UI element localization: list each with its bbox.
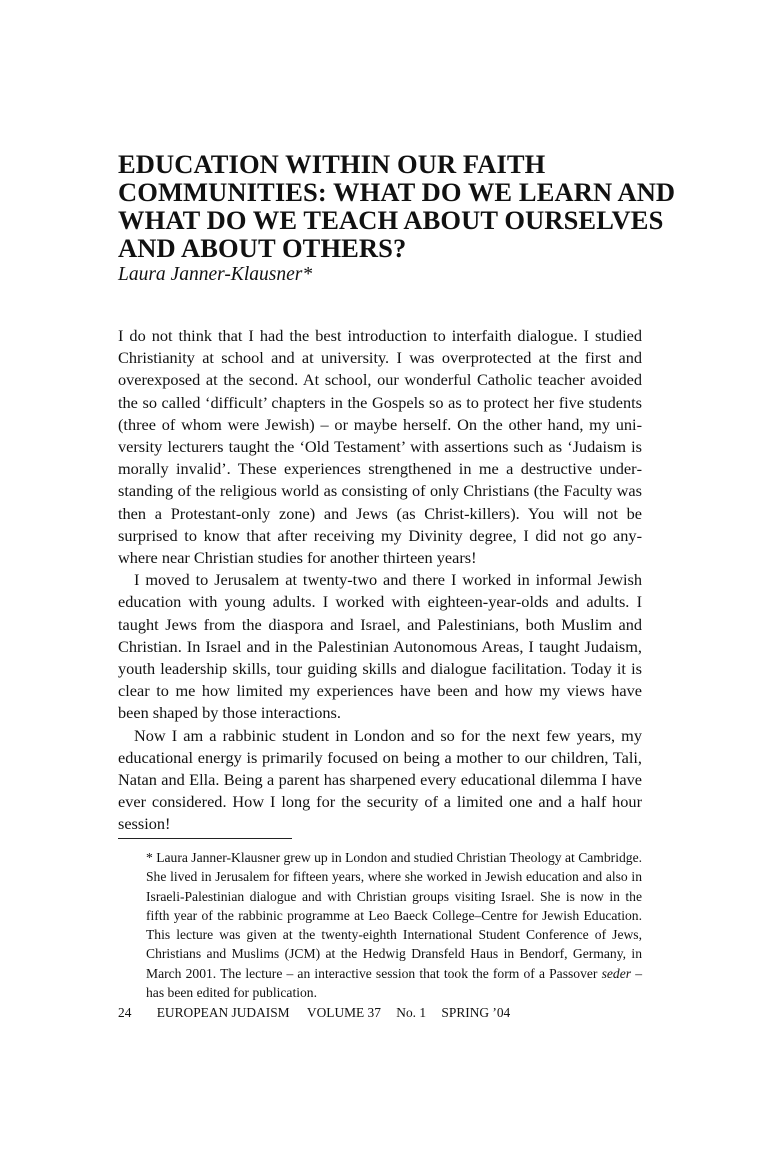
footnote-divider (118, 838, 292, 839)
article-body (118, 325, 642, 836)
title-line: COMMUNITIES: WHAT DO WE LEARN AND (118, 177, 676, 207)
page-footer (118, 1004, 510, 1022)
footnote-text-part: – has been edited for publication. (146, 965, 642, 1001)
title-line: AND ABOUT OTHERS? (118, 233, 407, 263)
footnote-italic-term: seder (601, 965, 632, 981)
footnote-text-part: * Laura Janner-Klausner grew up in London and studied Christian Theology at Cambridge. She lived in Jerusalem for fifteen years, where she worked in Jewish education and also in Israeli-Palestinian dialogue and with Christian groups visiting Israel. She is now in the fifth year of the rabbinic programme at Leo Baeck College–Centre for Jewish Education. This lecture was given at the twenty-eighth International Student Conference of Jews, Christians and Muslims (JCM) at the Hedwig Dransfeld Haus in Bendorf, Germany, in March 2001. The lecture – an interactive session that took the form of a Passover (146, 850, 642, 981)
footnote-text (146, 848, 642, 1002)
author-footnote (146, 848, 642, 1002)
article-title (118, 149, 676, 263)
journal-name: EUROPEAN JUDAISM (156, 1005, 290, 1020)
journal-issue: No. 1 (396, 1005, 427, 1020)
body-paragraph: Now I am a rabbinic student in London and so for the next few years, my educational energy is primarily focused on being a mother to our children, Tali, Natan and Ella. Being a parent has sharpened every educational dilemma I have ever considered. How I long for the security of a limited one and a half hour session! (118, 725, 642, 834)
page-number: 24 (118, 1005, 132, 1020)
journal-season: SPRING ’04 (441, 1005, 511, 1020)
title-line: WHAT DO WE TEACH ABOUT OURSELVES (118, 205, 664, 235)
title-line: EDUCATION WITHIN OUR FAITH (118, 149, 546, 179)
body-paragraph: I moved to Jerusalem at twenty-two and there I worked in informal Jewish education with young adults. I worked with eighteen-year-olds and adults. I taught Jews from the diaspora and Israel, and Palestinians, both Muslim and Christian. In Israel and in the Palestinian Autonomous Areas, I taught Judaism, youth leadership skills, tour guiding skills and dialogue facilitation. Today it is clear to me how limited my experiences have been and how my views have been shaped by those interactions. (118, 570, 642, 723)
article-author: Laura Janner-Klausner* (118, 264, 313, 285)
body-paragraph: I do not think that I had the best introduction to interfaith dialogue. I studied Christianity at school and at university. I was overprotected at the first and overexposed at the second. At school, our wonderful Catholic teacher avoided the so called ‘difficult’ chapters in the Gospels so as to protect her five students (three of whom were Jewish) – or maybe herself. On the other hand, my university lecturers taught the ‘Old Testament’ with assertions such as ‘Judaism is morally invalid’. These experiences strengthened in me a destructive understanding of the religious world as consisting of only Christians (the Faculty was then a Protestant-only zone) and Jews (as Christ-killers). You will not be surprised to know that after receiving my Divinity degree, I did not go anywhere near Christian studies for another thirteen years! (118, 326, 642, 568)
journal-volume: VOLUME 37 (306, 1005, 381, 1020)
